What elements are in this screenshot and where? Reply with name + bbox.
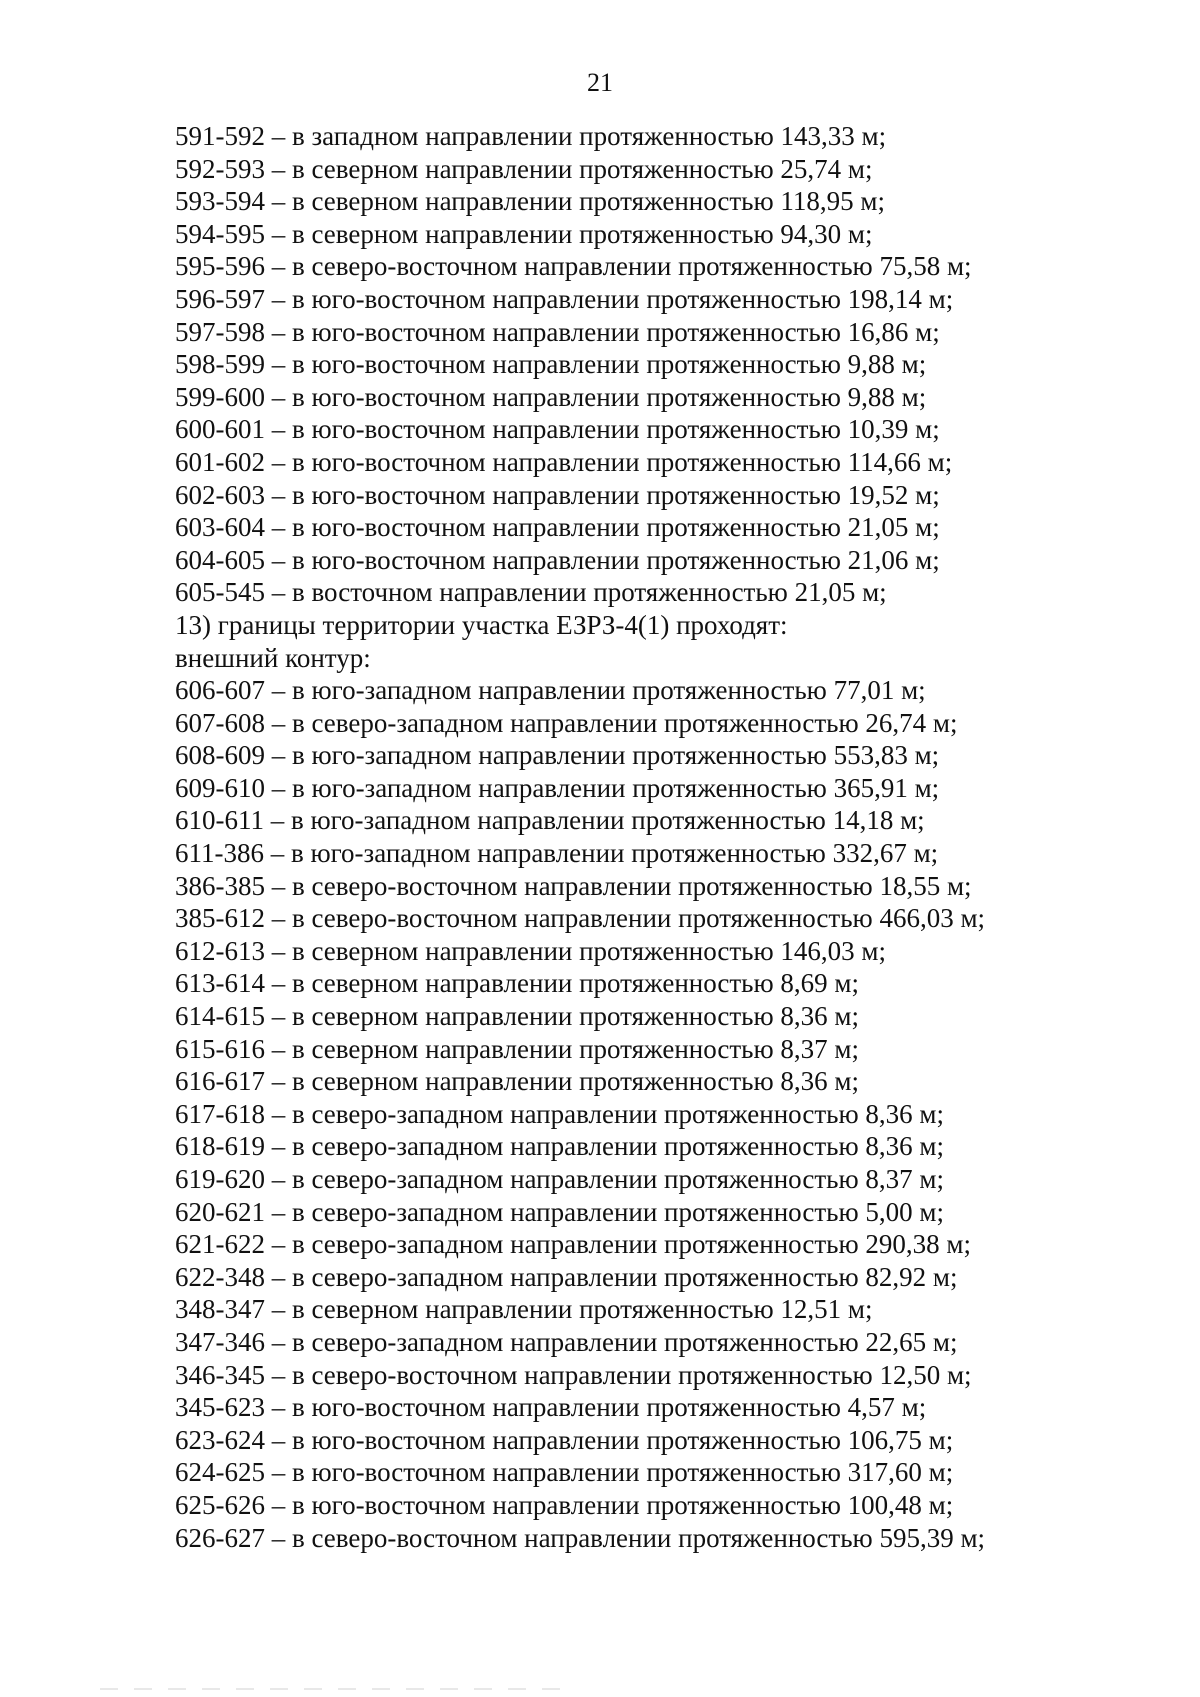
text-line: 386-385 – в северо-восточном направлении протяженностью 18,55 м; xyxy=(175,870,972,901)
page-number: 21 xyxy=(587,68,613,97)
text-line: 600-601 – в юго-восточном направлении протяженностью 10,39 м; xyxy=(175,414,940,445)
boundary-lines-list xyxy=(175,120,1075,1554)
text-line: 591-592 – в западном направлении протяженностью 143,33 м; xyxy=(175,121,887,151)
text-line: 613-614 – в северном направлении протяженностью 8,69 м; xyxy=(175,968,860,999)
scan-artifact xyxy=(100,1688,560,1690)
text-line: 604-605 – в юго-восточном направлении протяженностью 21,06 м; xyxy=(175,544,940,575)
text-line: 594-595 – в северном направлении протяженностью 94,30 м; xyxy=(175,218,873,249)
text-line: 593-594 – в северном направлении протяженностью 118,95 м; xyxy=(175,186,886,217)
text-line: 612-613 – в северном направлении протяженностью 146,03 м; xyxy=(175,935,887,966)
text-line: 619-620 – в северо-западном направлении протяженностью 8,37 м; xyxy=(175,1164,944,1194)
text-line: 595-596 – в северо-восточном направлении протяженностью 75,58 м; xyxy=(175,251,972,282)
text-line: 599-600 – в юго-восточном направлении протяженностью 9,88 м; xyxy=(175,381,927,412)
text-line: 348-347 – в северном направлении протяженностью 12,51 м; xyxy=(175,1294,873,1325)
text-line: 610-611 – в юго-западном направлении протяженностью 14,18 м; xyxy=(175,805,925,836)
text-line: 597-598 – в юго-восточном направлении протяженностью 16,86 м; xyxy=(175,316,940,347)
text-line: 625-626 – в юго-восточном направлении протяженностью 100,48 м; xyxy=(175,1489,954,1520)
text-line: 624-625 – в юго-восточном направлении протяженностью 317,60 м; xyxy=(175,1457,954,1488)
text-line: 607-608 – в северо-западном направлении протяженностью 26,74 м; xyxy=(175,707,958,738)
text-line: 615-616 – в северном направлении протяженностью 8,37 м; xyxy=(175,1033,860,1064)
text-line: 596-597 – в юго-восточном направлении протяженностью 198,14 м; xyxy=(175,283,954,314)
text-line: 621-622 – в северо-западном направлении протяженностью 290,38 м; xyxy=(175,1229,971,1260)
text-line: 592-593 – в северном направлении протяженностью 25,74 м; xyxy=(175,153,873,184)
text-line: 618-619 – в северо-западном направлении протяженностью 8,36 м; xyxy=(175,1131,944,1162)
text-line: 346-345 – в северо-восточном направлении протяженностью 12,50 м; xyxy=(175,1359,972,1390)
text-line: 347-346 – в северо-западном направлении протяженностью 22,65 м; xyxy=(175,1326,958,1357)
text-line: 608-609 – в юго-западном направлении протяженностью 553,83 м; xyxy=(175,740,940,771)
text-line: 605-545 – в восточном направлении протяженностью 21,05 м; xyxy=(175,577,887,608)
text-line: 598-599 – в юго-восточном направлении протяженностью 9,88 м; xyxy=(175,349,927,380)
text-line: внешний контур: xyxy=(175,642,371,673)
text-line: 603-604 – в юго-восточном направлении протяженностью 21,05 м; xyxy=(175,512,940,543)
text-line: 626-627 – в северо-восточном направлении протяженностью 595,39 м; xyxy=(175,1522,986,1553)
text-line: 13) границы территории участка ЕЗРЗ-4(1) проходят: xyxy=(175,609,788,640)
text-line: 622-348 – в северо-западном направлении протяженностью 82,92 м; xyxy=(175,1261,958,1292)
text-line: 601-602 – в юго-восточном направлении протяженностью 114,66 м; xyxy=(175,446,953,477)
text-line: 345-623 – в юго-восточном направлении протяженностью 4,57 м; xyxy=(175,1392,927,1423)
text-line: 617-618 – в северо-западном направлении протяженностью 8,36 м; xyxy=(175,1098,944,1129)
text-line: 614-615 – в северном направлении протяженностью 8,36 м; xyxy=(175,1001,860,1032)
text-line: 609-610 – в юго-западном направлении протяженностью 365,91 м; xyxy=(175,772,940,803)
text-line: 616-617 – в северном направлении протяженностью 8,36 м; xyxy=(175,1066,860,1097)
text-line: 623-624 – в юго-восточном направлении протяженностью 106,75 м; xyxy=(175,1424,954,1455)
text-line: 385-612 – в северо-восточном направлении протяженностью 466,03 м; xyxy=(175,903,986,934)
text-line: 611-386 – в юго-западном направлении протяженностью 332,67 м; xyxy=(175,838,939,869)
text-line: 620-621 – в северо-западном направлении протяженностью 5,00 м; xyxy=(175,1196,944,1227)
text-line: 602-603 – в юго-восточном направлении протяженностью 19,52 м; xyxy=(175,479,940,510)
text-line: 606-607 – в юго-западном направлении протяженностью 77,01 м; xyxy=(175,675,926,706)
